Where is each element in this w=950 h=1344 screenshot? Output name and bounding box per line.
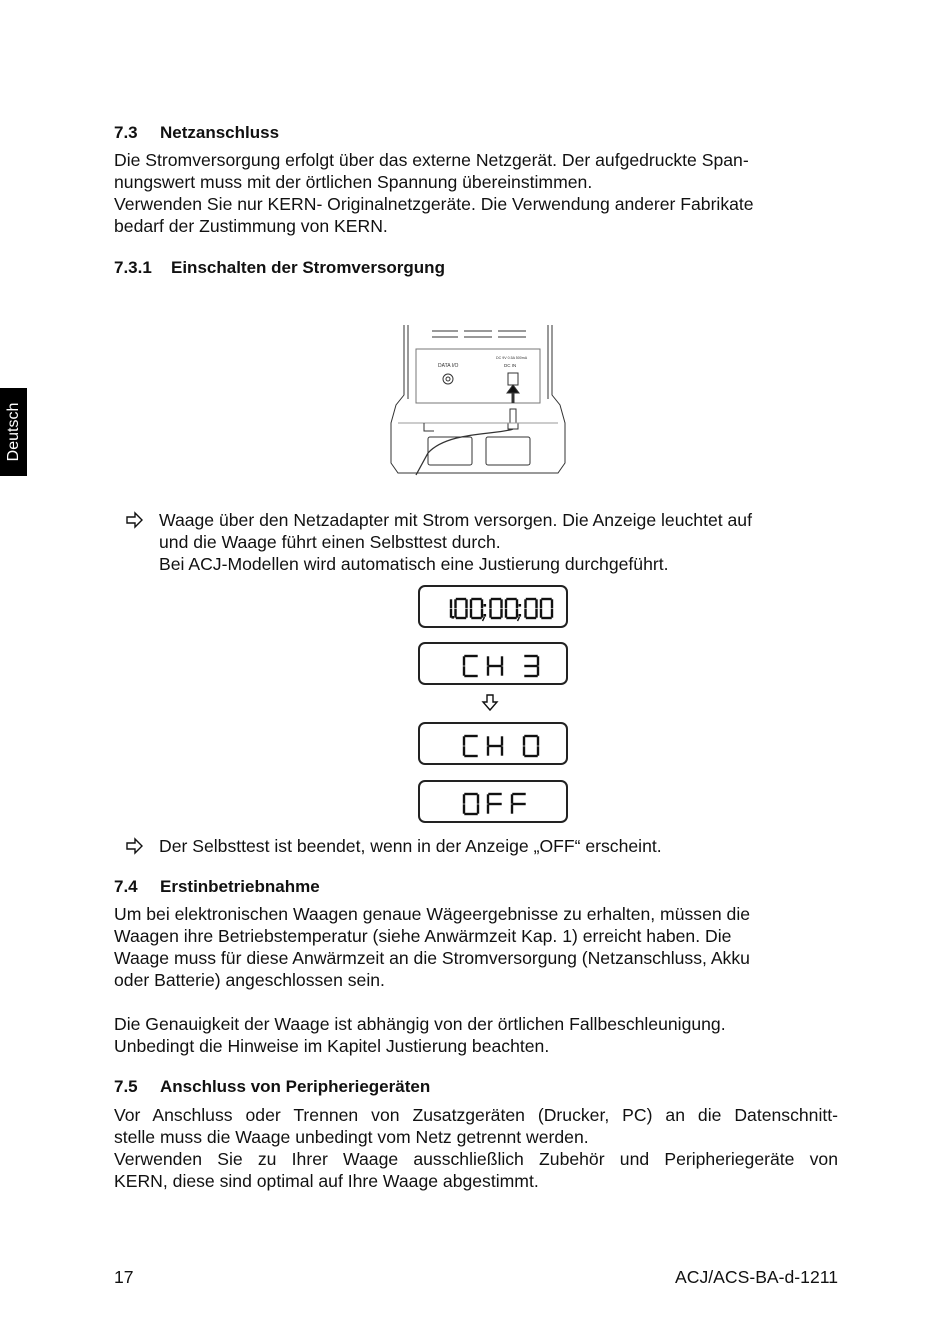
text-line: Die Stromversorgung erfolgt über das externe Netzgerät. Der aufgedruckte Span- xyxy=(114,150,749,170)
seven-segment-display xyxy=(420,724,570,767)
lcd-display-ch3 xyxy=(418,642,568,685)
text-line: Der Selbsttest ist beendet, wenn in der Anzeige „OFF“ erscheint. xyxy=(159,836,662,856)
seven-segment-display xyxy=(420,587,570,630)
text-line: Waage über den Netzadapter mit Strom versorgen. Die Anzeige leuchtet auf xyxy=(159,510,752,530)
text-line: KERN, diese sind optimal auf Ihre Waage abgestimmt. xyxy=(114,1171,539,1191)
lcd-dot xyxy=(484,614,487,617)
text-line: stelle muss die Waage unbedingt vom Netz getrennt werden. xyxy=(114,1127,589,1147)
lcd-display-counter xyxy=(418,585,568,628)
paragraph-erstinbetriebnahme-2 xyxy=(114,1013,838,1057)
language-tab-label: Deutsch xyxy=(4,402,22,462)
text-line: oder Batterie) angeschlossen sein. xyxy=(114,970,385,990)
text-line: Waagen ihre Betriebstemperatur (siehe Anwärmzeit Kap. 1) erreicht haben. Die xyxy=(114,926,732,946)
text-line: Verwenden Sie zu Ihrer Waage ausschließlich Zubehör und Peripheriegeräte von xyxy=(114,1149,838,1169)
paragraph-netzanschluss xyxy=(114,149,838,237)
bullet-selftest-done xyxy=(124,835,838,857)
heading-title: Anschluss von Peripheriegeräten xyxy=(160,1077,431,1096)
dc-spec-label: DC 9V 0.5A 500mA xyxy=(496,356,528,360)
text-line: Die Genauigkeit der Waage ist abhängig von der örtlichen Fallbeschleunigung. xyxy=(114,1014,726,1034)
scale-rear-illustration xyxy=(388,323,568,481)
text-line: Bei ACJ-Modellen wird automatisch eine Justierung durchgeführt. xyxy=(159,554,669,574)
paragraph-peripherie xyxy=(114,1104,838,1192)
heading-title: Erstinbetriebnahme xyxy=(160,877,320,896)
text-line: Vor Anschluss oder Trennen von Zusatzgeräten (Drucker, PC) an die Datenschnitt- xyxy=(114,1105,838,1125)
heading-7-4 xyxy=(114,876,320,898)
lcd-dot xyxy=(519,604,522,607)
dc-port-label: DC IN xyxy=(504,363,517,368)
heading-7-3-1 xyxy=(114,257,445,279)
page-number: 17 xyxy=(114,1267,134,1287)
text-line: Waage muss für diese Anwärmzeit an die Stromversorgung (Netzanschluss, Akku xyxy=(114,948,750,968)
lcd-display-off xyxy=(418,780,568,823)
lcd-dot xyxy=(452,616,455,619)
text-line: bedarf der Zustimmung von KERN. xyxy=(114,216,388,236)
paragraph-erstinbetriebnahme-1 xyxy=(114,903,838,991)
lcd-dot xyxy=(484,604,487,607)
heading-title: Netzanschluss xyxy=(160,123,280,142)
lcd-dot xyxy=(519,614,522,617)
text-line: Um bei elektronischen Waagen genaue Wägeergebnisse zu erhalten, müssen die xyxy=(114,904,751,924)
language-tab xyxy=(0,388,27,476)
seven-segment-display xyxy=(420,644,570,687)
down-arrow-icon xyxy=(481,692,499,714)
document-id: ACJ/ACS-BA-d-1211 xyxy=(675,1267,838,1287)
right-arrow-icon xyxy=(124,836,146,856)
heading-7-5 xyxy=(114,1076,430,1098)
heading-title: Einschalten der Stromversorgung xyxy=(171,258,445,277)
text-line: Unbedingt die Hinweise im Kapitel Justierung beachten. xyxy=(114,1036,550,1056)
text-line: Verwenden Sie nur KERN- Originalnetzgeräte. Die Verwendung anderer Fabrikate xyxy=(114,194,754,214)
right-arrow-icon xyxy=(124,510,146,530)
heading-7-3 xyxy=(114,122,279,144)
heading-number: 7.3 xyxy=(114,123,138,142)
heading-number: 7.3.1 xyxy=(114,258,152,277)
data-port-label: DATA I/O xyxy=(438,363,459,369)
text-line: und die Waage führt einen Selbsttest durch. xyxy=(159,532,501,552)
heading-number: 7.4 xyxy=(114,877,138,896)
seven-segment-display xyxy=(420,782,570,825)
text-line: nungswert muss mit der örtlichen Spannung übereinstimmen. xyxy=(114,172,593,192)
bullet-power-on xyxy=(124,509,838,575)
lcd-display-ch0 xyxy=(418,722,568,765)
heading-number: 7.5 xyxy=(114,1077,138,1096)
